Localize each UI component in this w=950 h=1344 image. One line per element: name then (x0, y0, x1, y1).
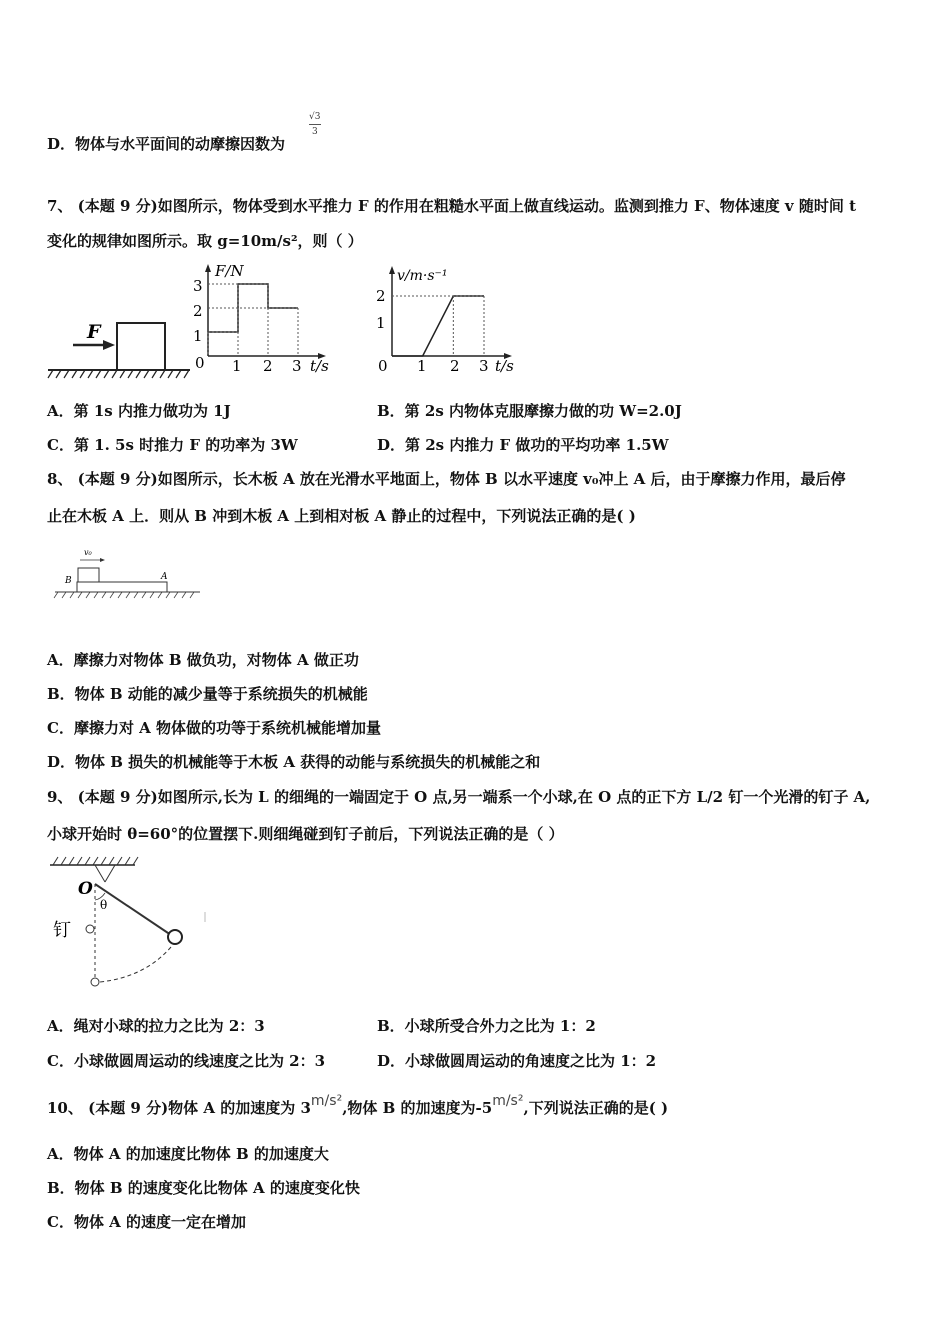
q7-f-ytick-3: 3 (193, 277, 203, 295)
q9-figure (45, 852, 215, 997)
q7-f-ytick-0: 0 (195, 354, 205, 372)
q9-support-right (105, 865, 115, 882)
q7-v-graph (376, 266, 514, 375)
q7-force-label: F (87, 321, 101, 343)
q7-ground (48, 370, 190, 378)
q8-option-b: B．物体 B 动能的减少量等于系统损失的机械能 (47, 685, 368, 703)
q8-stem-line1: 8、 (本题 9 分)如图所示，长木板 A 放在光滑水平地面上，物体 B 以水平速度 v₀冲上 A 后，由于摩擦力作用，最后停 (47, 470, 846, 488)
q7-f-xtick-1: 1 (232, 357, 242, 375)
q7-stem-line1: 7、 (本题 9 分)如图所示，物体受到水平推力 F 的作用在粗糙水平面上做直线运动。监测到推力 F、物体速度 v 随时间 t (47, 197, 857, 215)
q7-v-xlabel: t/s (495, 357, 514, 375)
q8-a-label: A (161, 572, 168, 582)
q7-v-ytick-0: 0 (378, 357, 388, 375)
q7-v-y-arrowhead (389, 266, 395, 274)
q7-f-graph (193, 262, 329, 375)
q9-option-d: D．小球做圆周运动的角速度之比为 1：2 (377, 1052, 657, 1070)
q9-nail (86, 925, 94, 933)
q7-force-arrowhead (103, 340, 115, 350)
q7-block (117, 323, 165, 370)
q7-f-ytick-1: 1 (193, 327, 203, 345)
q9-support-left (95, 865, 105, 882)
q9-stem-line2: 小球开始时 θ=60°的位置摆下.则细绳碰到钉子前后，下列说法正确的是（ ） (47, 825, 564, 843)
q7-v-ytick-2: 2 (376, 287, 386, 305)
q7-f-xtick-3: 3 (292, 357, 302, 375)
q7-option-d: D．第 2s 内推力 F 做功的平均功率 1.5W (377, 436, 669, 454)
q10-stem (47, 1093, 669, 1119)
q8-b-label: B (65, 576, 72, 586)
q7-option-b: B．第 2s 内物体克服摩擦力做的功 W=2.0J (377, 402, 682, 420)
q8-stem-line2: 止在木板 A 上．则从 B 冲到木板 A 上到相对板 A 静止的过程中，下列说法正确的是( ) (47, 507, 636, 525)
q7-stem-line2: 变化的规律如图所示。取 g=10m/s²，则（ ） (47, 232, 363, 250)
q9-ball (168, 930, 182, 944)
q6-option-d: D．物体与水平面间的动摩擦因数为 (47, 135, 286, 153)
q9-stem-line1: 9、 (本题 9 分)如图所示,长为 L 的细绳的一端固定于 O 点,另一端系一个小球,在 O 点的正下方 L/2 钉一个光滑的钉子 A, (47, 788, 871, 806)
q9-swing-path (100, 947, 171, 982)
q10-stem-post: ,下列说法正确的是( ) (523, 1099, 669, 1117)
q10-unit-a: m/s² (310, 1093, 343, 1109)
q9-option-a: A．绳对小球的拉力之比为 2：3 (47, 1017, 265, 1035)
q7-f-xlabel: t/s (310, 357, 329, 375)
q9-option-b: B．小球所受合外力之比为 1：2 (377, 1017, 596, 1035)
q7-figure (45, 260, 525, 380)
q7-option-a: A．第 1s 内推力做功为 1J (47, 402, 231, 420)
q7-f-y-arrowhead (205, 264, 211, 272)
q7-f-ylabel: F/N (215, 262, 244, 280)
q7-f-marks (208, 284, 298, 356)
q6-frac-bar (309, 124, 321, 125)
q6-frac-denominator: 3 (312, 127, 318, 137)
q8-board-a (77, 582, 167, 592)
q10-unit-b: m/s² (492, 1093, 524, 1109)
q9-nail-label: 钉 (53, 920, 71, 941)
q10-option-c: C．物体 A 的速度一定在增加 (47, 1213, 247, 1231)
q10-stem-pre: 10、 (本题 9 分)物体 A 的加速度为 3 (47, 1099, 311, 1117)
q9-bottom-position (91, 978, 99, 986)
q8-figure (50, 543, 210, 605)
q8-v0-label: v₀ (84, 548, 92, 557)
q7-v-xtick-1: 1 (417, 357, 427, 375)
q8-option-a: A．摩擦力对物体 B 做负功，对物体 A 做正功 (47, 651, 359, 669)
q7-option-c: C．第 1. 5s 时推力 F 的功率为 3W (47, 436, 298, 454)
q7-f-xtick-2: 2 (263, 357, 273, 375)
q10-option-a: A．物体 A 的加速度比物体 B 的加速度大 (47, 1145, 329, 1163)
q6-frac-numerator: √3 (309, 112, 321, 122)
q8-velocity-arrowhead (100, 558, 105, 562)
q9-ceiling-hatch (53, 857, 138, 865)
q9-theta-label: θ (100, 898, 108, 912)
q8-option-d: D．物体 B 损失的机械能等于木板 A 获得的动能与系统损失的机械能之和 (47, 753, 541, 771)
q8-ground-hatch (54, 592, 194, 598)
q9-o-label: O (78, 879, 93, 899)
q7-v-series-line (392, 296, 484, 356)
q7-v-xtick-2: 2 (450, 357, 460, 375)
q8-block-b (78, 568, 99, 582)
q9-option-c: C．小球做圆周运动的线速度之比为 2：3 (47, 1052, 326, 1070)
q7-f-ytick-2: 2 (193, 302, 203, 320)
q8-option-c: C．摩擦力对 A 物体做的功等于系统机械能增加量 (47, 719, 382, 737)
q7-v-xtick-3: 3 (479, 357, 489, 375)
q10-stem-mid: ,物体 B 的加速度为-5 (342, 1099, 493, 1117)
q7-v-ylabel: v/m·s⁻¹ (397, 268, 448, 284)
q7-v-ytick-1: 1 (376, 314, 386, 332)
q10-option-b: B．物体 B 的速度变化比物体 A 的速度变化快 (47, 1179, 360, 1197)
q7-v-marks (392, 296, 484, 356)
